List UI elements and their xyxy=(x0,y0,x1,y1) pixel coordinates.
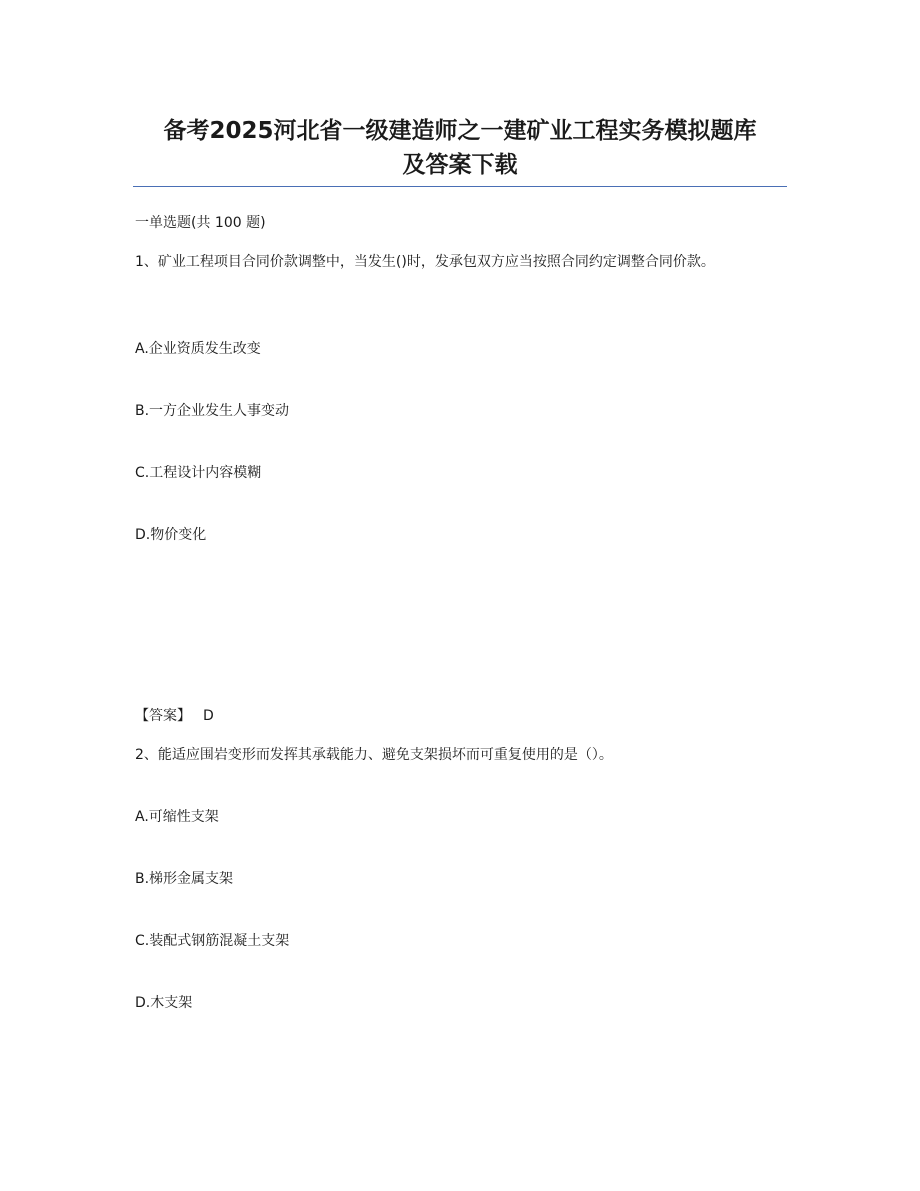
question-1-stem: 1、矿业工程项目合同价款调整中，当发生()时，发承包双方应当按照合同约定调整合同价款。 xyxy=(135,254,715,270)
question-2-option-c: C.装配式钢筋混凝土支架 xyxy=(135,933,290,949)
document-title-line1: 备考2025河北省一级建造师之一建矿业工程实务模拟题库 xyxy=(163,118,757,144)
question-2-option-d: D.木支架 xyxy=(135,995,193,1011)
question-1-answer xyxy=(135,706,214,726)
document-title xyxy=(133,114,787,182)
title-divider xyxy=(133,186,787,187)
answer-label: 【答案】 xyxy=(135,708,191,724)
question-1-option-c: C.工程设计内容模糊 xyxy=(135,465,262,481)
section-heading: 一单选题(共 100 题) xyxy=(135,215,266,231)
question-1-option-a: A.企业资质发生改变 xyxy=(135,341,261,357)
question-1-option-d: D.物价变化 xyxy=(135,527,207,543)
question-1-option-b: B.一方企业发生人事变动 xyxy=(135,403,290,419)
document-title-line2: 及答案下载 xyxy=(402,152,518,178)
question-2-stem: 2、能适应围岩变形而发挥其承载能力、避免支架损坏而可重复使用的是（）。 xyxy=(135,747,613,763)
question-2-option-a: A.可缩性支架 xyxy=(135,809,219,825)
question-2-option-b: B.梯形金属支架 xyxy=(135,871,234,887)
answer-value: D xyxy=(203,708,214,724)
